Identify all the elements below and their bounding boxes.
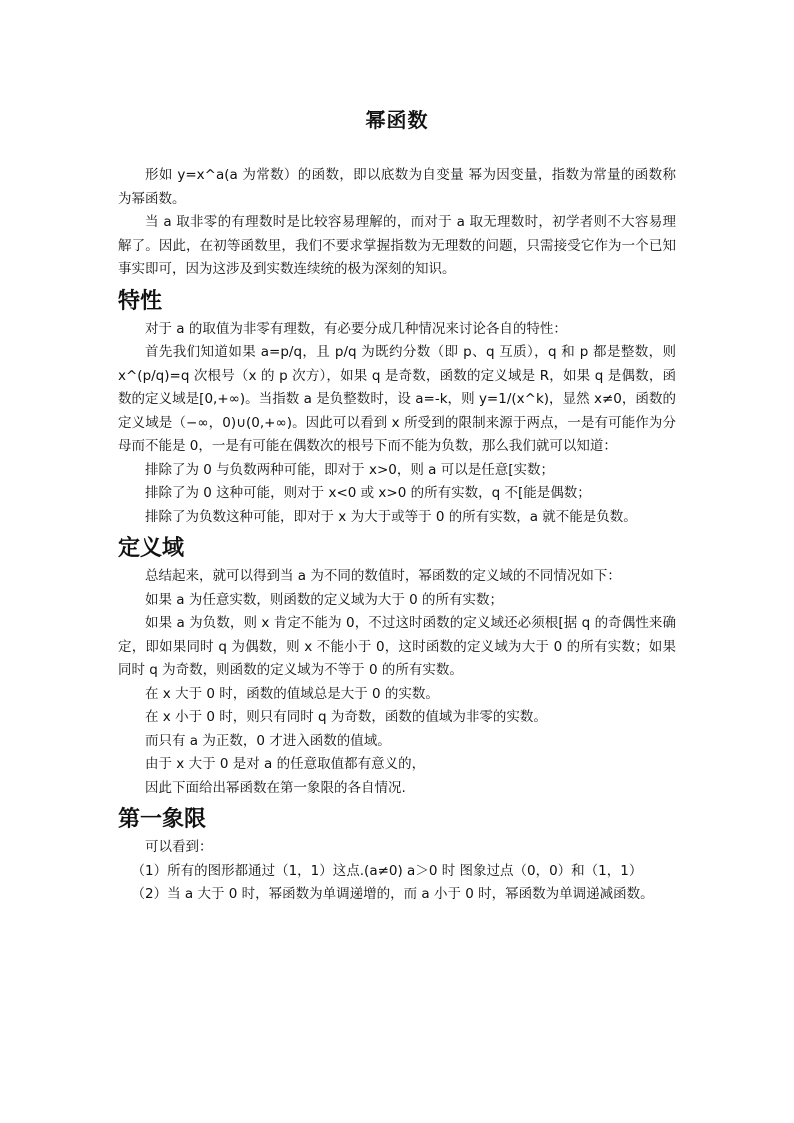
- section-heading-first-quadrant: 第一象限: [118, 806, 207, 832]
- section-paragraph: 因此下面给出幂函数在第一象限的各自情况.: [145, 779, 406, 796]
- section-paragraph: （1）所有的图形都通过（1，1）这点.(a≠0) a＞0 时 图象过点（0，0）和（1，1）: [131, 862, 643, 879]
- section-paragraph: 排除了为 0 这种可能，则对于 x<0 或 x>0 的所有实数，q 不[能是偶数；: [145, 485, 591, 501]
- intro-paragraph: 当 a 取非零的有理数时是比较容易理解的，而对于 a 取无理数时，初学者则不大容易理解了。因此，在初等函数里，我们不要求掌握指数为无理数的问题，只需接受它作为一个已知事实即可，因为这涉及到实数连续统的极为深刻的知识。: [118, 214, 676, 277]
- section-paragraph: 由于 x 大于 0 是对 a 的任意取值都有意义的，: [145, 756, 426, 772]
- section-heading-properties: 特性: [118, 287, 163, 314]
- section-paragraph: 总结起来，就可以得到当 a 为不同的数值时，幂函数的定义域的不同情况如下：: [145, 568, 621, 584]
- section-paragraph: 排除了为负数这种可能，即对于 x 为大于或等于 0 的所有实数，a 就不能是负数。: [145, 508, 637, 525]
- document-body: [118, 164, 676, 907]
- section-paragraph: 如果 a 为任意实数，则函数的定义域为大于 0 的所有实数；: [145, 591, 504, 608]
- section-paragraph: 对于 a 的取值为非零有理数，有必要分成几种情况来讨论各自的特性：: [145, 320, 567, 337]
- section-paragraph: 而只有 a 为正数，0 才进入函数的值域。: [145, 732, 391, 749]
- section-paragraph: 在 x 小于 0 时，则只有同时 q 为奇数，函数的值域为非零的实数。: [145, 709, 547, 725]
- document-title: 幂函数: [365, 108, 429, 132]
- section-paragraph: 在 x 大于 0 时，函数的值域总是大于 0 的实数。: [145, 685, 439, 702]
- section-paragraph: 排除了为 0 与负数两种可能，即对于 x>0，则 a 可以是任意[实数；: [145, 461, 554, 478]
- intro-paragraph: 形如 y=x^a(a 为常数）的函数，即以底数为自变量 幂为因变量，指数为常量的函数称为幂函数。: [118, 167, 676, 207]
- section-paragraph: 可以看到：: [145, 839, 213, 855]
- section-paragraph: 首先我们知道如果 a=p/q，且 p/q 为既约分数（即 p、q 互质），q 和 p 都是整数，则 x^(p/q)=q 次根号（x 的 p 次方），如果 q 是奇数，函数的定义域是 R，如果 q 是偶数，函数的定义域是[0,+∞)。当指数 a 是负整数时，设 a=-k，则 y=1/(x^k)，显然 x≠0，函数的定义域是（−∞，0)∪(0,+∞)。因此可以看到 x 所受到的限制来源于两点，一是有可能作为分母而不能是 0，一是有可能在偶数次的根号下而不能为负数，那么我们就可以知道：: [118, 344, 676, 454]
- section-paragraph: 如果 a 为负数，则 x 肯定不能为 0，不过这时函数的定义域还必须根[据 q 的奇偶性来确定，即如果同时 q 为偶数，则 x 不能小于 0，这时函数的定义域为大于 0 的所有实数；如果同时 q 为奇数，则函数的定义域为不等于 0 的所有实数。: [118, 615, 676, 678]
- section-paragraph: （2）当 a 大于 0 时，幂函数为单调递增的，而 a 小于 0 时，幂函数为单调递减函数。: [131, 886, 654, 902]
- section-heading-domain: 定义域: [118, 535, 185, 561]
